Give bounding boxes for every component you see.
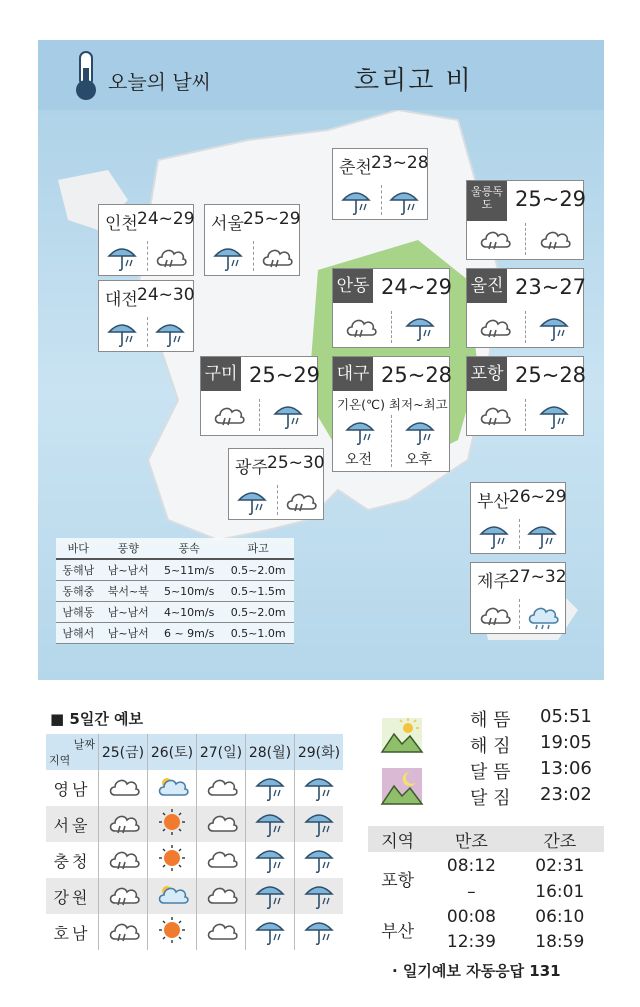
city-name-label: 구미 bbox=[201, 357, 241, 391]
table-row bbox=[56, 623, 294, 644]
city-temp: 25~29 bbox=[515, 187, 587, 211]
rain-icon bbox=[387, 183, 421, 217]
forecast-table bbox=[46, 734, 343, 950]
forecast-region: 영남 bbox=[53, 779, 91, 799]
city-name-label: 울진 bbox=[467, 269, 507, 303]
rain-icon bbox=[343, 413, 377, 447]
astro-time-moonrise: 13:06 bbox=[540, 758, 592, 779]
cloud-rain-icon bbox=[153, 239, 187, 273]
cloud-icon bbox=[106, 771, 140, 801]
tide-low: 18:59 bbox=[535, 932, 585, 952]
sea-cell: 동해중 bbox=[56, 581, 101, 602]
rain-icon bbox=[302, 879, 336, 909]
cloud-rain-icon bbox=[477, 397, 511, 431]
cloud-icon bbox=[204, 771, 238, 801]
cloud-rain-icon bbox=[283, 483, 317, 517]
pm-label: 오후 bbox=[405, 452, 433, 468]
sea-cell: 5~11m/s bbox=[156, 559, 222, 581]
rain-icon bbox=[477, 517, 511, 551]
sunrise-mountain-icon bbox=[380, 712, 424, 756]
astro-label-sunset: 해 짐 bbox=[470, 736, 511, 757]
weather-map bbox=[38, 40, 604, 680]
cloud-icon bbox=[204, 915, 238, 945]
cloud-rain-icon bbox=[106, 807, 140, 837]
auto-response-line: · 일기예보 자동응답 131 bbox=[392, 962, 561, 980]
sun-icon bbox=[155, 843, 189, 873]
city-name: 대전 bbox=[105, 290, 138, 310]
sea-conditions-table bbox=[56, 538, 294, 644]
city-name-label: 대구 bbox=[333, 357, 373, 391]
sea-cell: 남해서 bbox=[56, 623, 101, 644]
forecast-day: 25(금) bbox=[99, 734, 148, 770]
rain-icon bbox=[339, 183, 373, 217]
rain-icon bbox=[537, 309, 571, 343]
rain-icon bbox=[302, 771, 336, 801]
city-card-seoul bbox=[204, 204, 300, 276]
table-row bbox=[46, 770, 343, 806]
tide-low: 06:10 bbox=[535, 907, 585, 927]
city-card-andong bbox=[332, 268, 453, 348]
astro-label-moonrise: 달 뜸 bbox=[470, 762, 511, 783]
tide-high: 12:39 bbox=[446, 932, 496, 952]
astro-time-sunset: 19:05 bbox=[540, 732, 592, 753]
sea-header: 풍속 bbox=[156, 538, 222, 559]
rain-icon bbox=[253, 771, 287, 801]
table-row bbox=[46, 806, 343, 842]
city-card-gwangju bbox=[228, 448, 324, 520]
sea-cell: 0.5~2.0m bbox=[222, 559, 294, 581]
sea-cell: 동해남 bbox=[56, 559, 101, 581]
cloud-icon bbox=[204, 879, 238, 909]
rain-icon bbox=[153, 315, 187, 349]
tide-header: 간조 bbox=[543, 831, 577, 852]
city-card-daegu bbox=[332, 356, 453, 472]
sea-header: 바다 bbox=[56, 538, 101, 559]
city-card-uljin bbox=[466, 268, 587, 348]
city-temp: 24~29 bbox=[381, 275, 453, 299]
corner-date-label: 날짜 bbox=[73, 738, 95, 751]
cloud-rain-icon bbox=[537, 221, 571, 255]
forecast-region: 서울 bbox=[46, 806, 99, 842]
city-card-gumi bbox=[200, 356, 321, 436]
rain-icon bbox=[403, 309, 437, 343]
city-name: 서울 bbox=[211, 214, 244, 234]
sea-cell: 남~남서 bbox=[101, 623, 156, 644]
city-name-label: 안동 bbox=[333, 269, 373, 303]
forecast-header-row bbox=[46, 734, 343, 770]
city-name: 춘천 bbox=[339, 158, 372, 178]
tide-low: 16:01 bbox=[535, 882, 585, 902]
header-title: 오늘의 날씨 bbox=[108, 70, 211, 94]
forecast-region: 충청 bbox=[53, 851, 91, 871]
tide-header: 지역 bbox=[381, 831, 415, 852]
sea-cell: 남~남서 bbox=[101, 602, 156, 623]
corner-region-label: 지역 bbox=[49, 754, 71, 767]
city-card-chuncheon bbox=[332, 148, 428, 220]
rain-icon bbox=[105, 239, 139, 273]
tide-region: 포항 bbox=[381, 870, 415, 891]
cloud-drizzle-icon bbox=[525, 597, 559, 631]
table-row bbox=[56, 602, 294, 623]
city-name: 부산 bbox=[477, 492, 510, 512]
city-temp: 25~29 bbox=[243, 209, 301, 229]
sun-icon bbox=[155, 807, 189, 837]
forecast-day: 28(월) bbox=[246, 734, 295, 770]
sea-cell: 0.5~1.5m bbox=[222, 581, 294, 602]
header-bar bbox=[38, 40, 604, 110]
tide-region: 부산 bbox=[381, 921, 415, 942]
sea-cell: 4~10m/s bbox=[156, 602, 222, 623]
forecast-day: 26(토) bbox=[148, 734, 197, 770]
city-temp: 27~32 bbox=[509, 567, 567, 587]
cloud-rain-icon bbox=[259, 239, 293, 273]
rain-icon bbox=[302, 807, 336, 837]
cloud-icon bbox=[204, 807, 238, 837]
astro-time-sunrise: 05:51 bbox=[540, 706, 592, 727]
city-name: 인천 bbox=[105, 214, 138, 234]
rain-icon bbox=[271, 397, 305, 431]
city-card-busan bbox=[470, 482, 566, 554]
cloud-rain-icon bbox=[106, 915, 140, 945]
city-temp: 25~28 bbox=[381, 363, 453, 387]
tide-high: – bbox=[467, 882, 476, 902]
tide-low: 02:31 bbox=[535, 856, 585, 876]
forecast-corner bbox=[46, 734, 99, 770]
sea-cell: 남해동 bbox=[56, 602, 101, 623]
city-card-daejeon bbox=[98, 280, 194, 352]
table-row bbox=[46, 878, 343, 914]
tide-table bbox=[368, 826, 604, 954]
city-temp: 24~30 bbox=[137, 285, 195, 305]
city-name-label: 포항 bbox=[467, 357, 507, 391]
moonrise-mountain-icon bbox=[380, 764, 424, 808]
table-row bbox=[56, 581, 294, 602]
thermometer-icon bbox=[68, 50, 104, 102]
rain-icon bbox=[253, 807, 287, 837]
cloud-rain-icon bbox=[106, 879, 140, 909]
sea-header: 풍향 bbox=[101, 538, 156, 559]
cloud-rain-icon bbox=[477, 309, 511, 343]
forecast-region: 호남 bbox=[53, 923, 91, 943]
header-condition: 흐리고 비 bbox=[354, 66, 473, 96]
astro-label-sunrise: 해 뜸 bbox=[470, 710, 511, 731]
city-temp: 26~29 bbox=[509, 487, 567, 507]
rain-icon bbox=[537, 397, 571, 431]
table-row bbox=[46, 914, 343, 950]
city-temp: 23~28 bbox=[371, 153, 429, 173]
rain-icon bbox=[302, 843, 336, 873]
cloud-sun-icon bbox=[155, 771, 189, 801]
forecast-day: 29(화) bbox=[295, 734, 344, 770]
city-name: 제주 bbox=[477, 572, 510, 592]
cloud-rain-icon bbox=[106, 843, 140, 873]
cloud-icon bbox=[204, 843, 238, 873]
cloud-rain-icon bbox=[477, 221, 511, 255]
astro-label-moonset: 달 짐 bbox=[470, 788, 511, 809]
city-name: 광주 bbox=[235, 458, 268, 478]
sea-cell: 0.5~1.0m bbox=[222, 623, 294, 644]
rain-icon bbox=[525, 517, 559, 551]
city-temp: 23~27 bbox=[515, 275, 587, 299]
tide-header: 만조 bbox=[455, 831, 488, 852]
city-card-pohang bbox=[466, 356, 587, 436]
forecast-title: ■ 5일간 예보 bbox=[50, 710, 144, 728]
cloud-rain-icon bbox=[477, 597, 511, 631]
city-temp: 24~29 bbox=[137, 209, 195, 229]
am-label: 오전 bbox=[345, 452, 373, 468]
sea-cell: 북서~북 bbox=[101, 581, 156, 602]
forecast-day: 27(일) bbox=[197, 734, 246, 770]
rain-icon bbox=[253, 843, 287, 873]
cloud-rain-icon bbox=[211, 397, 245, 431]
rain-icon bbox=[253, 879, 287, 909]
table-row bbox=[56, 559, 294, 581]
astro-time-moonset: 23:02 bbox=[540, 784, 592, 805]
city-card-ulleung bbox=[466, 180, 587, 260]
city-temp: 25~29 bbox=[249, 363, 321, 387]
city-temp: 25~28 bbox=[515, 363, 587, 387]
sea-header: 파고 bbox=[222, 538, 294, 559]
table-row bbox=[46, 842, 343, 878]
table-row bbox=[368, 904, 604, 930]
sun-icon bbox=[155, 915, 189, 945]
table-row bbox=[368, 852, 604, 880]
rain-icon bbox=[403, 413, 437, 447]
city-temp: 25~30 bbox=[267, 453, 325, 473]
sea-cell: 0.5~2.0m bbox=[222, 602, 294, 623]
city-card-jeju bbox=[470, 562, 566, 634]
rain-icon bbox=[105, 315, 139, 349]
city-card-incheon bbox=[98, 204, 194, 276]
rain-icon bbox=[302, 915, 336, 945]
sea-cell: 6 ~ 9m/s bbox=[156, 623, 222, 644]
temp-legend-label: 기온(℃) 최저~최고 bbox=[337, 397, 448, 412]
forecast-region: 강원 bbox=[46, 878, 99, 914]
cloud-rain-icon bbox=[343, 309, 377, 343]
sea-cell: 남~남서 bbox=[101, 559, 156, 581]
sea-header-row bbox=[56, 538, 294, 559]
tide-high: 00:08 bbox=[446, 907, 496, 927]
tide-high: 08:12 bbox=[446, 856, 496, 876]
cloud-sun-icon bbox=[155, 879, 189, 909]
city-name-label: 울릉독도 bbox=[467, 181, 507, 221]
rain-icon bbox=[211, 239, 245, 273]
sea-cell: 5~10m/s bbox=[156, 581, 222, 602]
rain-icon bbox=[253, 915, 287, 945]
rain-icon bbox=[235, 483, 269, 517]
tide-header-row bbox=[368, 826, 604, 852]
